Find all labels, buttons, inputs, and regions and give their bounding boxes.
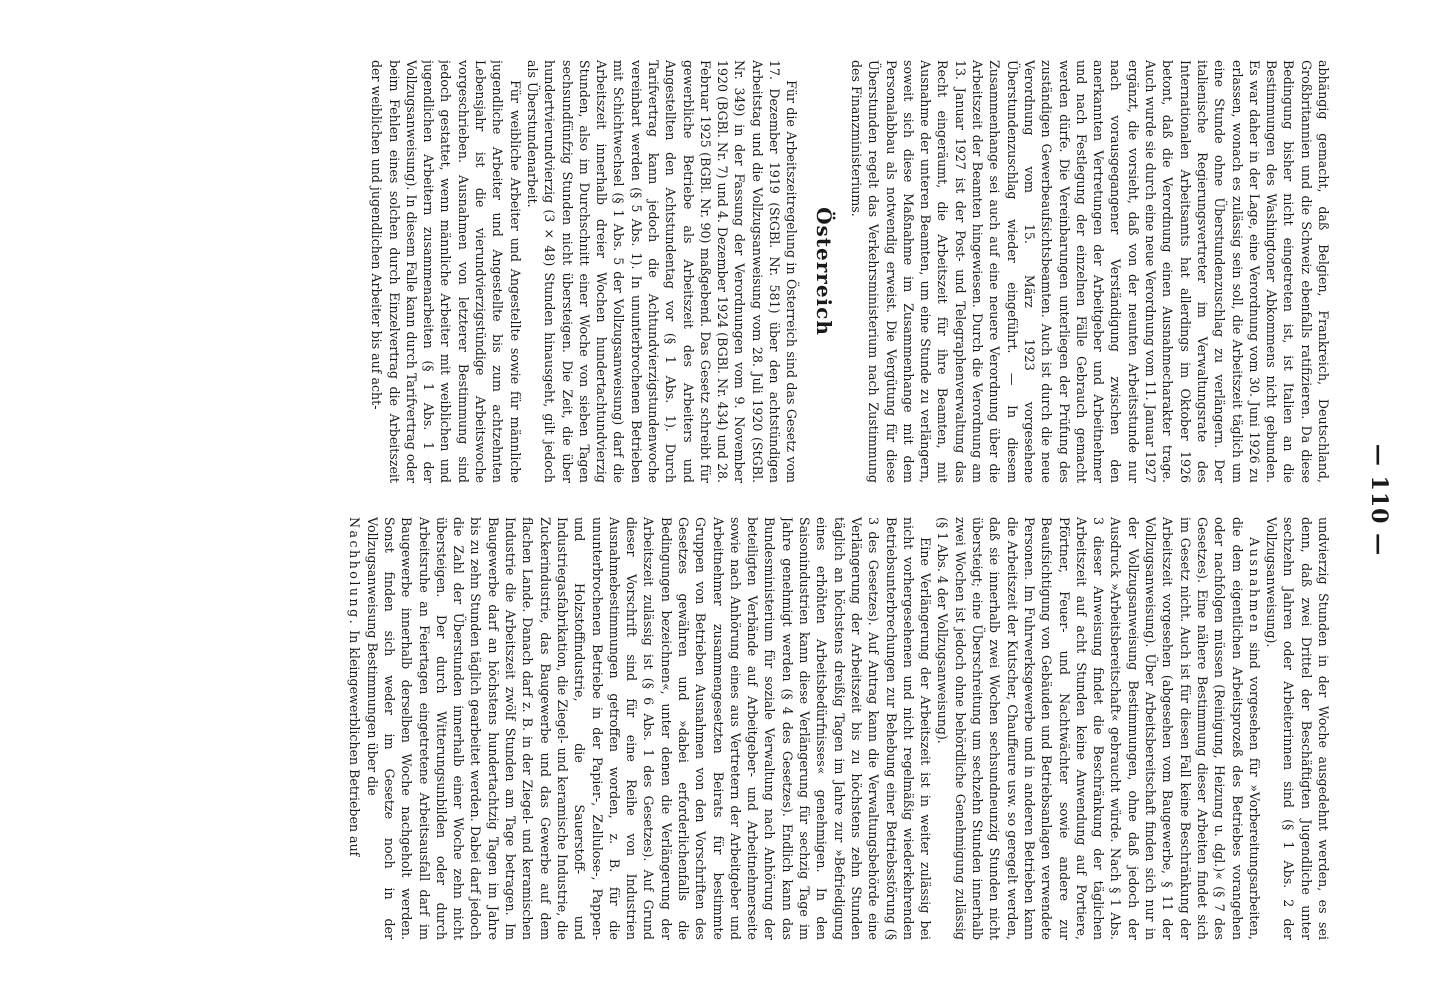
document-page <box>22 30 1412 970</box>
section-heading: Österreich <box>811 207 836 336</box>
page-number: — 110 — <box>1366 443 1392 557</box>
paragraph-ausnahmen <box>934 517 1263 940</box>
paragraph-text: In kleingewerblichen Betrieben auf <box>347 626 363 857</box>
paragraph-text: sind vorgesehen für »Vorbereitungsarbeiten, die dem eigentlichen Arbeitsprozeß des Betriebes vorangehen oder nachfolgen müssen (Reinigung, Heizung u. dgl.)« (§ 7 des Gesetzes). Eine nähere Bestimmung dieser Arbeiten findet sich im Gesetz nicht. Auch ist für diesen Fall keine Beschränkung der Arbeitszeit vorgesehen (abgesehen vom Baugewerbe, § 11 der Vollzugsanweisung). Über Arbeitsbereitschaft finden sich nur in der Vollzugsanweisung Bestimmungen, ohne daß jedoch der Ausdruck »Arbeitsbereitschaft« gebraucht würde. Nach § 1 Abs. 3 dieser Anweisung findet die Beschränkung der täglichen Arbeitszeit auf acht Stunden keine Anwendung auf Portiere, Pförtner, Feuer- und Nachtwächter sowie andere zur Beaufsichtigung von Gebäuden und Betriebsanlagen verwendete Personen. Im Fuhrwerksgewerbe und in anderen Betrieben kann die Arbeitszeit der Kutscher, Chauffeure usw. so geregelt werden, daß sie innerhalb zwei Wochen sechsundneunzig Stunden nicht übersteigt; eine Überschreitung um sechzehn Stunden innerhalb zwei Wochen ist jedoch ohne behördliche Genehmigung zulässig (§ 1 Abs. 4 der Vollzugsanweisung). <box>935 517 1262 940</box>
column-right <box>52 517 1332 940</box>
text-columns <box>52 60 1332 940</box>
digitization-credit <box>4 0 18 992</box>
paragraph: undvierzig Stunden in der Woche ausgedehnt werden, es sei denn, daß zwei Drittel der Beschäftigten Jugendliche unter sechzehn Jahren oder Arbeiterinnen sind (§ 1 Abs. 2 der Vollzugsanweisung). <box>1264 517 1331 940</box>
paragraph: Eine Verlängerung der Arbeitszeit ist in weiter zulässig bei nicht vorhergesehenen und nicht regelmäßig wiederkehrenden Betriebsunterbrechungen zur Behebung einer Betriebsstörung (§ 3 des Gesetzes). Auf Antrag kann die Verwaltungsbehörde eine Verlängerung der Arbeitszeit bis zu höchstens zehn Stunden täglich an höchstens dreißig Tagen im Jahre zur »Befriedigung eines erhöhten Arbeitsbedürfnisses« genehmigen. In den Saisonindustrien kann diese Verlängerung für sechzig Tage im Jahre genehmigt werden (§ 4 des Gesetzes). Endlich kann das Bundesministerium für soziale Verwaltung nach Anhörung der beteiligten Verbände auf Arbeitgeber- und Arbeitnehmerseite sowie nach Anhörung eines aus Vertretern der Arbeitgeber und Arbeitnehmer zusammengesetzten Beirats für bestimmte Gruppen von Betrieben Ausnahmen von den Vorschriften des Gesetzes gewähren und »dabei erforderlichenfalls die Bedingungen bezeichnen«, unter denen die Verlängerung der Arbeitszeit zulässig ist (§ 6 Abs. 1 des Gesetzes). Auf Grund dieser Vorschrift sind für eine Reihe von Industrien Ausnahmebestimmungen getroffen worden, z. B. für die ununterbrochenen Betriebe in der Papier-, Zellulose-, Pappen- und Holzstoffindustrie, die Sauerstoff- und Industriegasfabrikation, die Ziegel- und keramische Industrie, die Zuckerindustrie, das Baugewerbe und das Gewerbe auf dem flachen Lande. Danach darf z. B. in der Ziegel- und keramischen Industrie die Arbeitszeit zwölf Stunden am Tage betragen. Im Baugewerbe darf an höchstens hundertachtzig Tagen im Jahre bis zu zehn Stunden täglich gearbeitet werden. Dabei darf jedoch die Zahl der Überstunden innerhalb einer Woche zehn nicht übersteigen. Der durch Witterungsunbilden oder durch Arbeitsruhe an Feiertagen eingetretene Arbeitsausfall darf im Baugewerbe innerhalb derselben Woche nachgeholt werden. Sonst finden sich weder im Gesetze noch in der Vollzugsanweisung Bestimmungen über die <box>364 517 934 940</box>
paragraph: abhängig gemacht, daß Belgien, Frankreich, Deutschland, Großbritannien und die Schweiz ebenfalls ratifizieren. Da diese Bedingung bisher nicht eingetreten ist, ist Italien an die Bestimmungen des Washingtoner Abkommens nicht gebunden. Es war daher in der Lage, eine Verordnung vom 30. Juni 1926 zu erlassen, wonach es zulässig sein soll, die Arbeitszeit täglich um eine Stunde ohne Überstundenzuschlag zu verlängern. Der italienische Regierungsvertreter im Verwaltungsrate des Internationalen Arbeitsamts hat allerdings im Oktober 1926 betont, daß die Verordnung einen Ausnahmecharakter trage. Auch wurde sie durch eine neue Verordnung vom 11. Januar 1927 ergänzt, die vorsieht, daß von der neunten Arbeitsstunde nur nach vorausgegangener Verständigung zwischen den anerkannten Vertretungen der Arbeitgeber und Arbeitnehmer und nach Festlegung der einzelnen Fälle Gebrauch gemacht werden dürfe. Die Vereinbarungen unterliegen der Prüfung des zuständigen Gewerbeaufsichtsbeamten. Auch ist durch die neue Verordnung vom 15. März 1923 vorgesehene Überstundenzuschlag wieder eingeführt. — In diesem Zusammenhange sei auch auf eine neuere Verordnung über die Arbeitszeit der Beamten hingewiesen. Durch die Verordnung am 13. Januar 1927 ist der Post- und Telegraphenverwaltung das Recht eingeräumt, die Arbeitszeit für ihre Beamten, mit Ausnahme der unteren Beamten, um eine Stunde zu verlängern, soweit sich diese Maßnahme im Zusammenhange mit dem Personalabbau als notwendig erweist. Die Vergütung für diese Überstunden regelt das Verkehrsministerium nach Zustimmung des Finanzministeriums. <box>848 60 1331 483</box>
paragraph-nachholung <box>346 517 363 940</box>
paragraph: Für weibliche Arbeiter und Angestellte sowie für männliche jugendliche Arbeiter und Angestellte bis zum achtzehnten Lebensjahr ist die vierundvierzigstündige Arbeitswoche vorgeschrieben. Ausnahmen von letzterer Bestimmung sind jedoch gestattet, wenn männliche Arbeiter mit weiblichen und jugendlichen Arbeitern zusammenarbeiten (§ 1 Abs. 1 der Vollzugsanweisung). In diesem Falle kann durch Tarifvertrag oder beim Fehlen eines solchen durch Einzelvertrag die Arbeitszeit der weiblichen und jugendlichen Arbeiter bis auf acht- <box>369 60 523 483</box>
spaced-term: Nachholung. <box>347 517 363 627</box>
paragraph: Für die Arbeitszeitregelung in Österreich sind das Gesetz vom 17. Dezember 1919 (StGBl. Nr. 581) über den achtstündigen Arbeitstag und die Vollzugsanweisung vom 28. Juli 1920 (StGBl. Nr. 349) in der Fassung der Verordnungen vom 9. November 1920 (BGBl. Nr. 7) und 4. Dezember 1924 (BGBl. Nr. 434) und 28. Februar 1925 (BGBl. Nr. 90) maßgebend. Das Gesetz schreibt für gewerbliche Betriebe als Arbeitszeit des Arbeiters und Angestellten den Achtstundentag vor (§ 1 Abs. 1). Durch Tarifvertrag kann jedoch die Achtundvierzigstundenwoche vereinbart werden (§ 5 Abs. 1). In ununterbrochenen Betrieben mit Schichtwechsel (§ 1 Abs. 5 der Vollzugsanweisung) darf die Arbeitszeit innerhalb dreier Wochen hundertachtundvierzig Stunden, also im Durchschnitt einer Woche von sieben Tagen sechsundfünfzig Stunden nicht übersteigen. Die Zeit, die über hundertvierundvierzig (3 × 48) Stunden hinausgeht, gilt jedoch als Überstundenarbeit. <box>524 60 800 483</box>
spaced-term: Ausnahmen <box>1246 537 1262 635</box>
column-left <box>52 60 1332 483</box>
